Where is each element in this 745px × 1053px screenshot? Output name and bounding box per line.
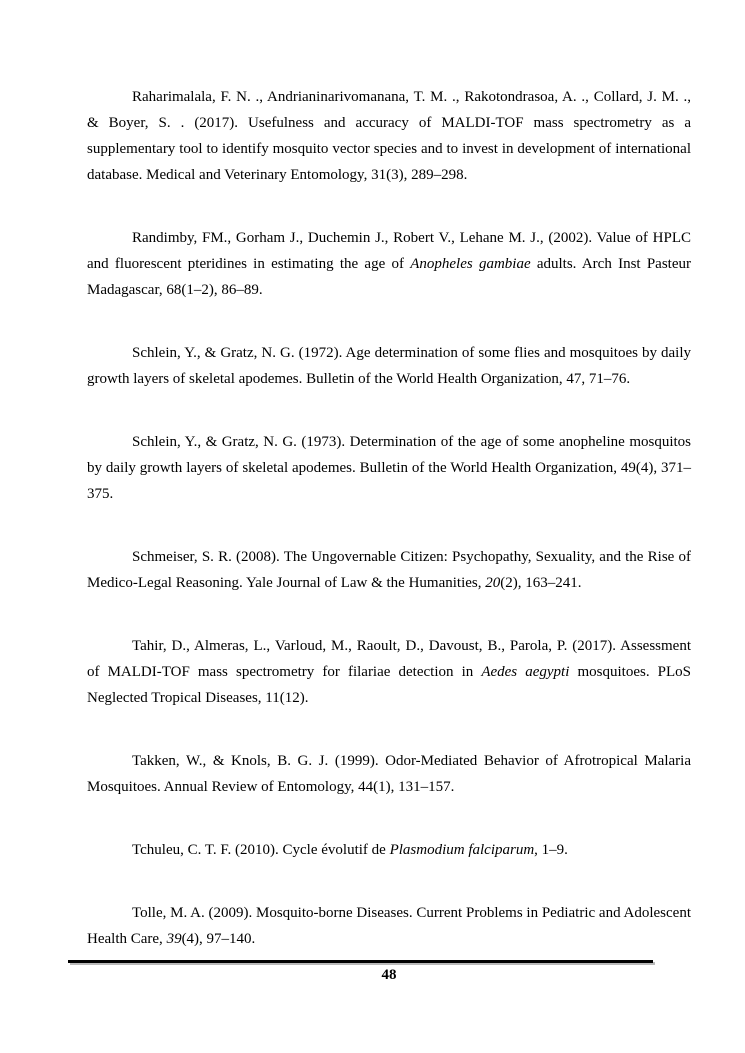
reference-entry: [87, 633, 691, 711]
reference-entry: [87, 340, 691, 392]
reference-text: Schlein, Y., & Gratz, N. G. (1972). Age determination of some flies and mosquitoes by daily growth layers of skeletal apodemes. Bulletin of the World Health Organization, 47, 71–76.: [87, 345, 691, 387]
reference-entry: [87, 748, 691, 800]
reference-text: Tolle, M. A. (2009). Mosquito-borne Diseases. Current Problems in Pediatric and Adolescent Health Care,: [87, 905, 691, 947]
reference-entry: [87, 225, 691, 303]
page-number: 48: [381, 967, 397, 983]
italic-term: 20: [485, 575, 501, 591]
reference-text: Tahir, D., Almeras, L., Varloud, M., Raoult, D., Davoust, B., Parola, P. (2017). Assessment of MALDI-TOF mass spectrometry for filariae detection in: [87, 638, 691, 680]
reference-text: Schlein, Y., & Gratz, N. G. (1973). Determination of the age of some anopheline mosquitos by daily growth layers of skeletal apodemes. Bulletin of the World Health Organization, 49(4), 371–375.: [87, 434, 691, 502]
reference-text: (2), 163–241.: [500, 575, 582, 591]
reference-text: mosquitoes. PLoS Neglected Tropical Diseases, 11(12).: [87, 664, 691, 706]
references-list: [87, 84, 691, 952]
reference-text: Raharimalala, F. N. ., Andrianinarivomanana, T. M. ., Rakotondrasoa, A. ., Collard, J. M. ., & Boyer, S. . (2017). Usefulness and accuracy of MALDI-TOF mass spectrometry as a supplementary tool to identify mosquito vector species and to invest in development of international database. Medical and Veterinary Entomology, 31(3), 289–298.: [87, 89, 691, 183]
reference-entry: [87, 900, 691, 952]
reference-entry: [87, 837, 691, 863]
reference-text: , 1–9.: [534, 842, 568, 858]
reference-text: adults. Arch Inst Pasteur Madagascar, 68(1–2), 86–89.: [87, 256, 691, 298]
reference-entry: [87, 429, 691, 507]
reference-entry: [87, 84, 691, 188]
italic-term: Aedes aegypti: [481, 664, 570, 680]
reference-text: Randimby, FM., Gorham J., Duchemin J., Robert V., Lehane M. J., (2002). Value of HPLC and fluorescent pteridines in estimating the age of: [87, 230, 691, 272]
reference-text: (4), 97–140.: [181, 931, 256, 947]
reference-text: Takken, W., & Knols, B. G. J. (1999). Odor-Mediated Behavior of Afrotropical Malaria Mosquitoes. Annual Review of Entomology, 44(1), 131–157.: [87, 753, 691, 795]
italic-term: Anopheles gambiae: [410, 256, 531, 272]
italic-term: Plasmodium falciparum: [389, 842, 535, 858]
reference-text: Tchuleu, C. T. F. (2010). Cycle évolutif de: [132, 842, 390, 858]
reference-text: Schmeiser, S. R. (2008). The Ungovernable Citizen: Psychopathy, Sexuality, and the Rise of Medico-Legal Reasoning. Yale Journal of Law & the Humanities,: [87, 549, 691, 591]
footer-divider-line: [68, 960, 653, 963]
italic-term: 39: [166, 931, 182, 947]
reference-entry: [87, 544, 691, 596]
